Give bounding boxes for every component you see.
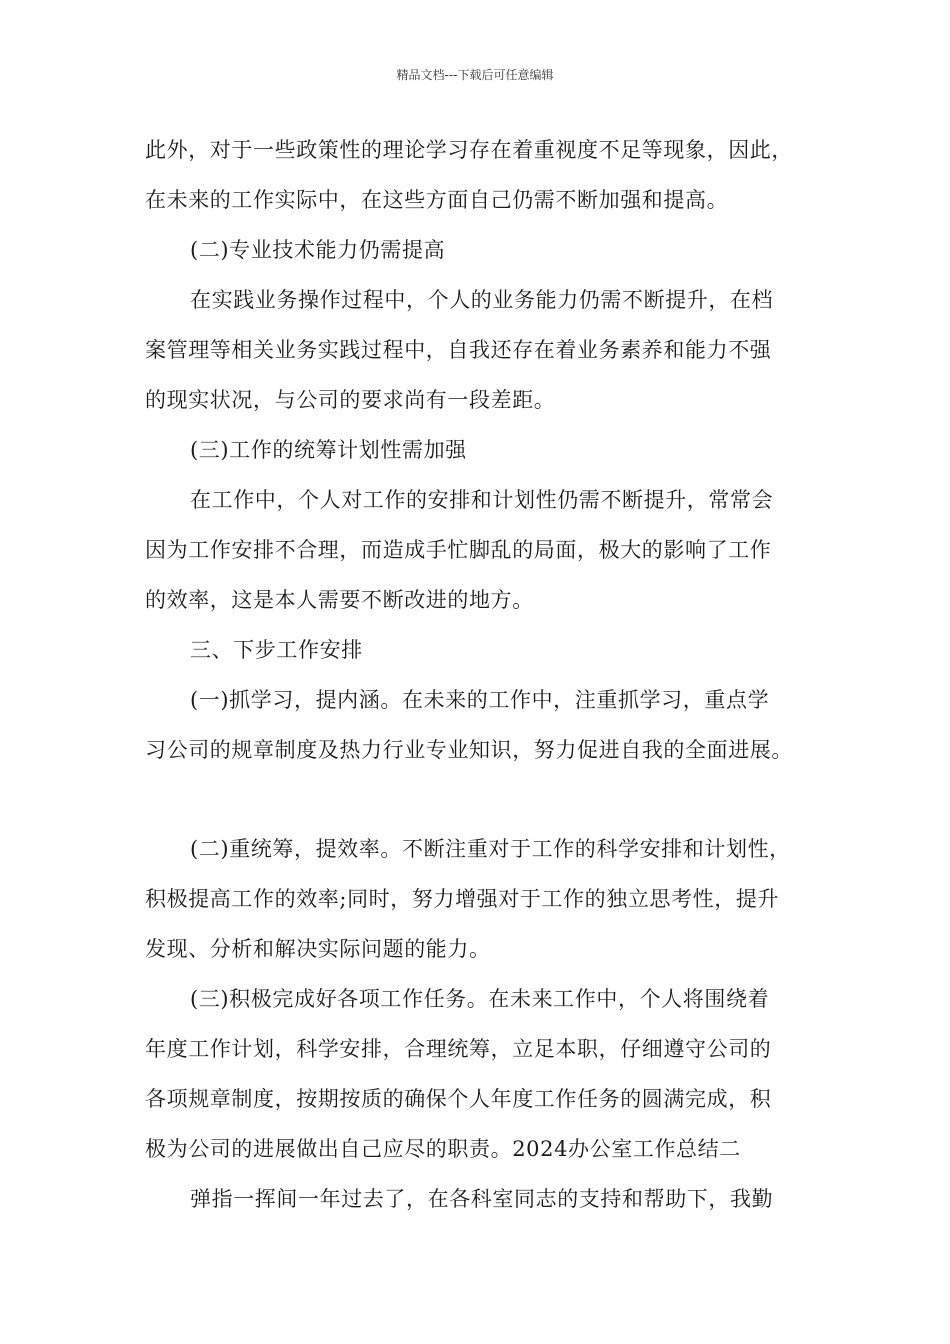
- text-line: 积极提高工作的效率;同时，努力增强对于工作的独立思考性，提升: [145, 887, 780, 911]
- text-line: 案管理等相关业务实践过程中，自我还存在着业务素养和能力不强: [145, 338, 772, 362]
- text-line: 习公司的规章制度及热力行业专业知识，努力促进自我的全面进展。: [145, 738, 793, 762]
- section-heading: (二)专业技术能力仍需提高: [190, 238, 446, 262]
- page-header: 精品文档---下载后可任意编辑: [396, 68, 554, 82]
- text-line: 的效率，这是本人需要不断改进的地方。: [145, 588, 534, 612]
- text-line: 在未来的工作实际中，在这些方面自己仍需不断加强和提高。: [145, 188, 729, 212]
- text-line: (二)重统筹，提效率。不断注重对于工作的科学安排和计划性，: [190, 837, 791, 861]
- text-line: 的现实状况，与公司的要求尚有一段差距。: [145, 388, 556, 412]
- text-line: 在工作中，个人对工作的安排和计划性仍需不断提升，常常会: [190, 488, 774, 512]
- text-line: 因为工作安排不合理，而造成手忙脚乱的局面，极大的影响了工作: [145, 538, 772, 562]
- text-line: (一)抓学习，提内涵。在未来的工作中，注重抓学习，重点学: [190, 688, 770, 712]
- text-line: (三)积极完成好各项工作任务。在未来工作中，个人将围绕着: [190, 987, 770, 1011]
- text-line: 年度工作计划，科学安排，合理统筹，立足本职，仔细遵守公司的: [145, 1037, 772, 1061]
- text-line: 弹指一挥间一年过去了，在各科室同志的支持和帮助下，我勤: [190, 1187, 774, 1211]
- section-heading: 三、下步工作安排: [190, 638, 363, 662]
- section-heading: (三)工作的统筹计划性需加强: [190, 438, 467, 462]
- text-line: 各项规章制度，按期按质的确保个人年度工作任务的圆满完成，积: [145, 1087, 772, 1111]
- text-line: 极为公司的进展做出自己应尽的职责。2024办公室工作总结二: [145, 1137, 741, 1161]
- text-line: 在实践业务操作过程中，个人的业务能力仍需不断提升，在档: [190, 288, 774, 312]
- text-line: 此外，对于一些政策性的理论学习存在着重视度不足等现象，因此，: [145, 138, 793, 162]
- text-line: 发现、分析和解决实际问题的能力。: [145, 937, 491, 961]
